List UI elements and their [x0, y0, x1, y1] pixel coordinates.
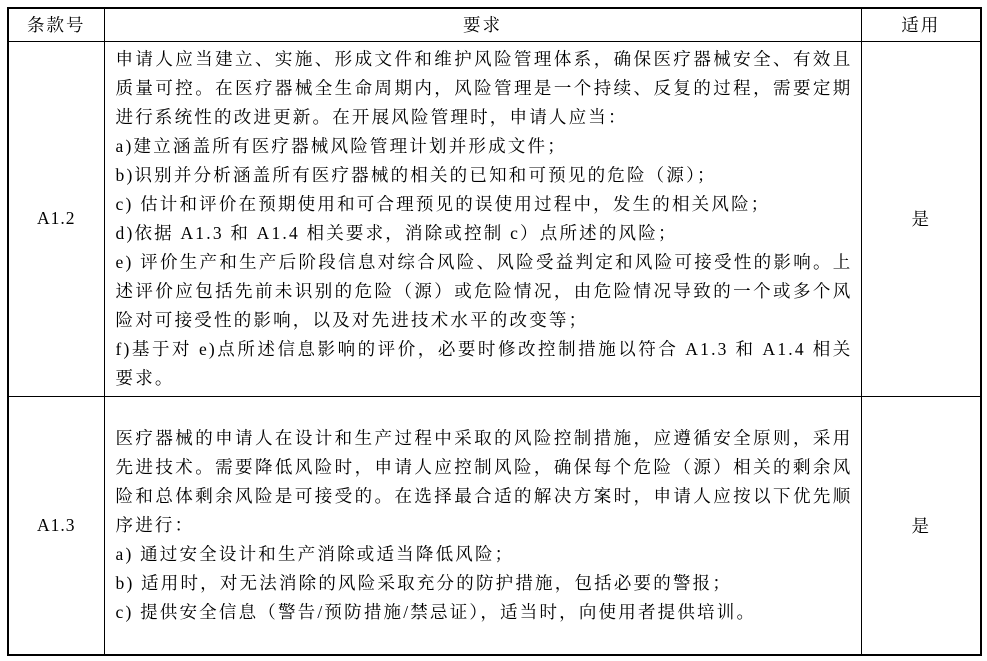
requirement-paragraph: b)识别并分析涵盖所有医疗器械的相关的已知和可预见的危险（源）； [115, 164, 717, 185]
requirement-cell [104, 41, 861, 396]
requirement-paragraph: c) 估计和评价在预期使用和可合理预见的误使用过程中，发生的相关风险； [115, 193, 771, 214]
requirement-paragraph: a) 通过安全设计和生产消除或适当降低风险； [115, 543, 515, 564]
requirement-text [116, 45, 853, 393]
table-row [8, 41, 981, 396]
clause-number-cell: A1.2 [8, 41, 104, 396]
requirements-table [7, 7, 982, 656]
header-applicable: 适用 [861, 8, 981, 41]
header-clause-number: 条款号 [8, 8, 104, 41]
requirement-paragraph: e) 评价生产和生产后阶段信息对综合风险、风险受益判定和风险可接受性的影响。上述评价应包括先前未识别的危险（源）或危险情况，由危险情况导致的一个或多个风险对可接受性的影响，以及对先进技术水平的改变等； [115, 251, 853, 330]
requirement-paragraph: 申请人应当建立、实施、形成文件和维护风险管理体系，确保医疗器械安全、有效且质量可控。在医疗器械全生命周期内，风险管理是一个持续、反复的过程，需要定期进行系统性的改进更新。在开展风险管理时，申请人应当： [115, 48, 853, 127]
table-header-row [8, 8, 981, 41]
requirement-paragraph: c) 提供安全信息（警告/预防措施/禁忌证），适当时，向使用者提供培训。 [115, 601, 757, 622]
table-row [8, 396, 981, 655]
clause-number-cell: A1.3 [8, 396, 104, 655]
applicable-cell: 是 [861, 41, 981, 396]
applicable-cell: 是 [861, 396, 981, 655]
requirement-paragraph: a)建立涵盖所有医疗器械风险管理计划并形成文件； [115, 135, 567, 156]
requirement-paragraph: b) 适用时，对无法消除的风险采取充分的防护措施，包括必要的警报； [115, 572, 733, 593]
requirement-paragraph: 医疗器械的申请人在设计和生产过程中采取的风险控制措施，应遵循安全原则，采用先进技术。需要降低风险时，申请人应控制风险，确保每个危险（源）相关的剩余风险和总体剩余风险是可接受的。在选择最合适的解决方案时，申请人应按以下优先顺序进行： [115, 427, 853, 535]
requirement-text [116, 424, 853, 627]
requirement-cell [104, 396, 861, 655]
requirement-paragraph: f)基于对 e)点所述信息影响的评价，必要时修改控制措施以符合 A1.3 和 A1.4 相关要求。 [115, 338, 853, 388]
requirement-paragraph: d)依据 A1.3 和 A1.4 相关要求，消除或控制 c）点所述的风险； [115, 222, 678, 243]
header-requirement: 要求 [104, 8, 861, 41]
